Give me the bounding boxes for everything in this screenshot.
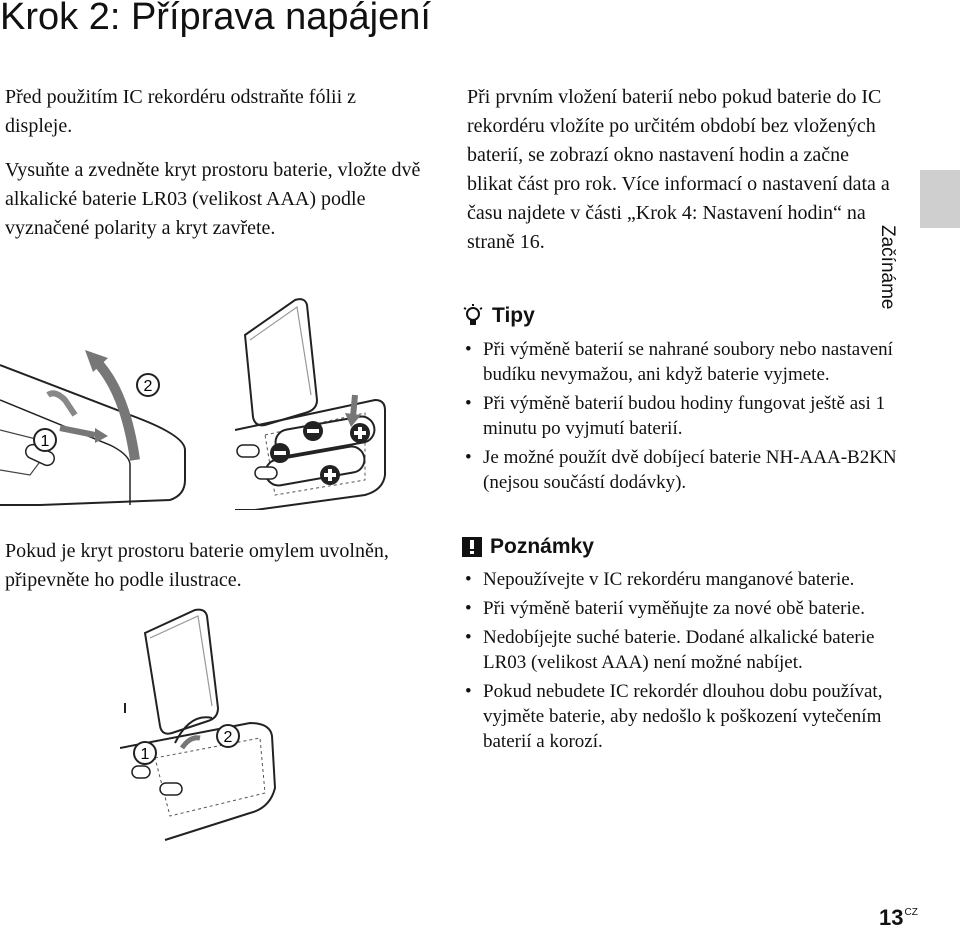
note-icon [462, 537, 482, 557]
step-1-number: 1 [40, 433, 50, 450]
first-insertion-info: Při prvním vložení baterií nebo pokud baterie do IC rekordéru vložíte po určitém období bez vložených baterií, se zobrazí okno nastavení hodin a začne blikat část pro rok. Více informací o nastavení data a času najdete v části „Krok 4: Nastavení hodin“ na straně 16. [467, 86, 890, 253]
page-number-suffix: CZ [904, 907, 918, 918]
tips-list [463, 337, 903, 499]
tips-heading-label: Tipy [492, 304, 535, 327]
battery-insert-illustration [225, 295, 395, 510]
list-item: • Je možné použít dvě dobíjecí baterie NH-AAA-B2KN (nejsou součástí dodávky). [463, 445, 903, 495]
section-tab [920, 170, 960, 228]
step-2-number: 2 [143, 378, 153, 395]
section-tab-label: Začínáme [877, 225, 898, 310]
cover-reattach-illustration [120, 608, 290, 843]
notes-list [463, 567, 903, 758]
list-item: • Pokud nebudete IC rekordér dlouhou dobu používat, vyjměte baterie, aby nedošlo k poškození vytečením baterií a korozí. [463, 679, 903, 754]
list-item: • Při výměně baterií vyměňujte za nové obě baterie. [463, 596, 903, 621]
cover-slide-illustration [0, 340, 200, 510]
list-item: • Při výměně baterií budou hodiny fungovat ještě asi 1 minutu po vyjmutí baterií. [463, 391, 903, 441]
step-2-number-b: 2 [223, 729, 233, 746]
tips-heading [462, 304, 535, 328]
notes-heading [462, 535, 594, 559]
step-1-number-b: 1 [140, 746, 150, 763]
list-item: • Nedobíjejte suché baterie. Dodané alkalické baterie LR03 (velikost AAA) není možné nabíjet. [463, 625, 903, 675]
notes-heading-label: Poznámky [490, 535, 594, 558]
instruction-remove-film: Před použitím IC rekordéru odstraňte fólii z displeje. [5, 86, 357, 137]
page-number-value: 13 [879, 905, 904, 930]
list-item: • Při výměně baterií se nahrané soubory nebo nastavení budíku nevymažou, ani když baterie vyjmete. [463, 337, 903, 387]
instruction-reattach-cover: Pokud je kryt prostoru baterie omylem uvolněn, připevněte ho podle ilustrace. [5, 540, 389, 591]
lightbulb-icon [462, 304, 484, 328]
instruction-insert-batteries: Vysuňte a zvedněte kryt prostoru baterie, vložte dvě alkalické baterie LR03 (velikost AAA) podle vyznačené polarity a kryt zavřete. [5, 159, 421, 239]
page-title: Krok 2: Příprava napájení [0, 0, 431, 38]
page-number [879, 905, 918, 931]
list-item: • Nepoužívejte v IC rekordéru manganové baterie. [463, 567, 903, 592]
